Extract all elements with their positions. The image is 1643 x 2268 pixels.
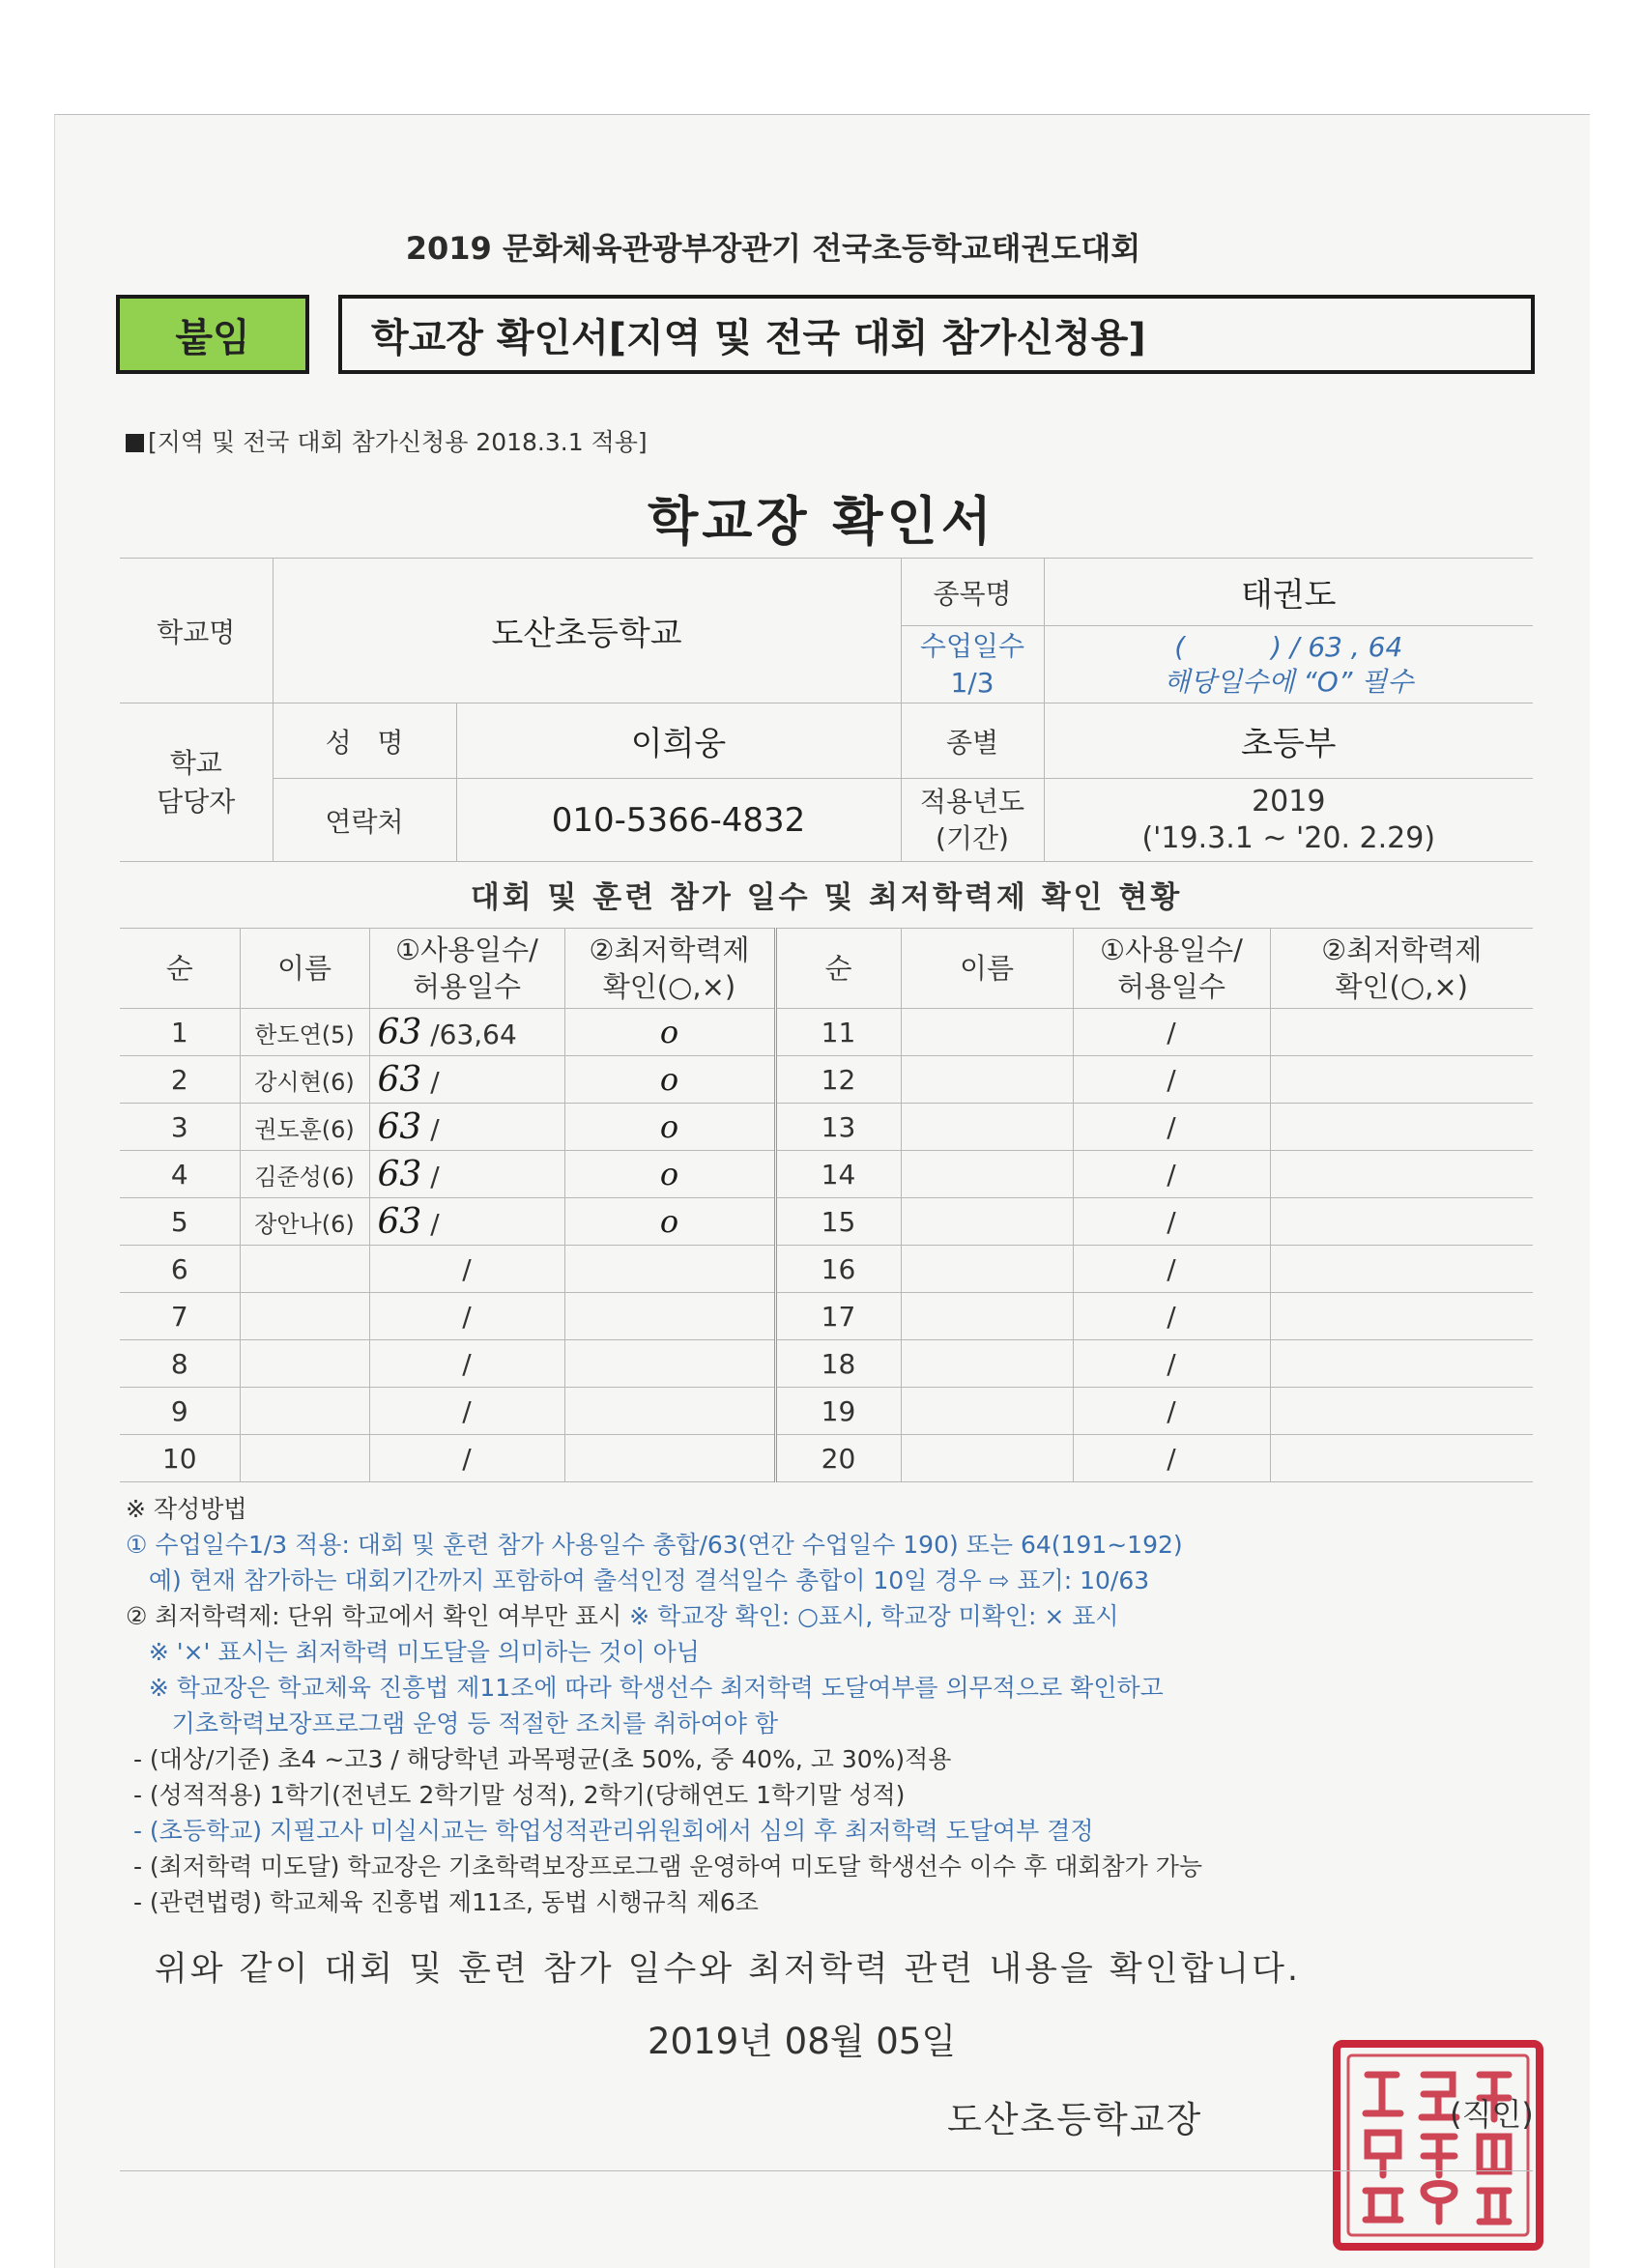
seal-label: (직인) (1450, 2096, 1534, 2133)
used-days (369, 1151, 564, 1198)
header-min-line1: ②최저학력제 (1321, 933, 1483, 966)
student-name (901, 1340, 1073, 1388)
notes-heading: ※ 작성방법 (126, 1495, 247, 1523)
student-name (240, 1246, 369, 1293)
student-name (240, 1340, 369, 1388)
manager-label-line1: 학교 (169, 746, 222, 779)
header-used-days-left (369, 929, 564, 1009)
note-1-line-1: ① 수업일수1/3 적용: 대회 및 훈련 참가 사용일수 총합/63(연간 수업일수 190) 또는 64(191~192) (126, 1531, 1183, 1559)
detail-4: - (최저학력 미도달) 학교장은 기초학력보장프로그램 운영하여 미도달 학생선수 이수 후 대회참가 가능 (126, 1852, 1203, 1880)
row-no: 16 (775, 1246, 901, 1293)
used-days (369, 1056, 564, 1104)
min-achievement-mark: o (659, 1061, 679, 1098)
division-label: 종별 (901, 703, 1044, 779)
min-achievement (564, 1435, 775, 1482)
school-name-value: 도산초등학교 (273, 559, 901, 703)
min-achievement (564, 1388, 775, 1435)
header-min-line2: 확인(○,×) (602, 970, 736, 1003)
row-no: 10 (120, 1435, 240, 1482)
principal-title: 도산초등학교장 (947, 2099, 1203, 2140)
bottom-divider (120, 2170, 1533, 2171)
allowed-days: / (430, 1207, 440, 1240)
student-name: 강시현(6) (240, 1056, 369, 1104)
min-achievement (1270, 1151, 1533, 1198)
student-name: 권도훈(6) (240, 1104, 369, 1151)
min-achievement-mark: o (659, 1203, 679, 1240)
student-name (901, 1151, 1073, 1198)
manager-label-line2: 담당자 (157, 785, 236, 818)
min-achievement (1270, 1198, 1533, 1246)
row-no: 17 (775, 1293, 901, 1340)
class-days-label-line2: 1/3 (950, 666, 994, 699)
student-name (901, 1435, 1073, 1482)
note-2-line-1 (126, 1598, 1537, 1634)
student-name: 장안나(6) (240, 1198, 369, 1246)
detail-3: - (초등학교) 지필고사 미실시교는 학업성적관리위원회에서 심의 후 최저학력 도달여부 결정 (126, 1817, 1094, 1845)
student-name (901, 1388, 1073, 1435)
class-days-value-line2: 해당일수에 “O” 필수 (1164, 665, 1414, 698)
min-achievement (1270, 1246, 1533, 1293)
manager-name-value: 이희웅 (456, 703, 901, 779)
header-used-days-line2: 허용일수 (412, 970, 522, 1003)
table-row (120, 1009, 1533, 1056)
table-row (120, 1104, 1533, 1151)
row-no: 20 (775, 1435, 901, 1482)
manager-label (120, 703, 273, 862)
header-used-days-line1: ①사용일수/ (1100, 933, 1243, 966)
row-no: 7 (120, 1293, 240, 1340)
apply-year-label (901, 779, 1044, 862)
document-title: 학교장 확인서 (648, 491, 995, 552)
table-row (120, 1293, 1533, 1340)
student-name (240, 1435, 369, 1482)
min-achievement (564, 1151, 775, 1198)
used-days-handwritten: 63 (377, 1106, 422, 1147)
student-name (901, 1293, 1073, 1340)
student-name (240, 1388, 369, 1435)
used-days (369, 1009, 564, 1056)
header-name-left: 이름 (240, 929, 369, 1009)
attachment-tag: 붙임 (116, 295, 309, 374)
apply-year-value (1044, 779, 1533, 862)
detail-5: - (관련법령) 학교체육 진흥법 제11조, 동법 시행규칙 제6조 (126, 1888, 759, 1916)
event-title: 2019 문화체육관광부장관기 전국초등학교태권도대회 (405, 230, 1141, 267)
note-1-line-2: 예) 현재 참가하는 대회기간까지 포함하여 출석인정 결석일수 총합이 10일 경우 ⇨ 표기: 10/63 (126, 1566, 1150, 1594)
table-row (120, 1388, 1533, 1435)
allowed-days: / (1073, 1104, 1270, 1151)
min-achievement (1270, 1009, 1533, 1056)
row-no: 18 (775, 1340, 901, 1388)
min-achievement (564, 1246, 775, 1293)
used-days-handwritten: 63 (377, 1201, 422, 1242)
allowed-days: / (1073, 1056, 1270, 1104)
header-min-achievement-left (564, 929, 775, 1009)
allowed-days: / (1073, 1009, 1270, 1056)
min-achievement (1270, 1293, 1533, 1340)
square-bullet-icon (126, 434, 144, 452)
writing-instructions (126, 1491, 1537, 1920)
allowed-days: / (1073, 1340, 1270, 1388)
allowed-days: / (1073, 1435, 1270, 1482)
apply-year-label-line1: 적용년도 (919, 785, 1025, 818)
class-days-label (901, 626, 1044, 703)
header-used-days-line1: ①사용일수/ (395, 933, 538, 966)
table-row (120, 1435, 1533, 1482)
school-info-table (120, 558, 1533, 862)
allowed-days: / (369, 1246, 564, 1293)
note-2-line-2: ※ '×' 표시는 최저학력 미도달을 의미하는 것이 아님 (126, 1638, 700, 1666)
apply-year-label-line2: (기간) (936, 821, 1009, 854)
min-achievement (1270, 1056, 1533, 1104)
allowed-days: / (1073, 1246, 1270, 1293)
table-row (120, 1246, 1533, 1293)
min-achievement-mark: o (659, 1014, 679, 1050)
used-days (369, 1104, 564, 1151)
allowed-days: /63,64 (430, 1018, 517, 1050)
school-name-label: 학교명 (120, 559, 273, 703)
header-used-days-right (1073, 929, 1270, 1009)
allowed-days: / (1073, 1388, 1270, 1435)
participation-caption: 대회 및 훈련 참가 일수 및 최저학력제 확인 현황 (470, 880, 1183, 915)
detail-2: - (성적적용) 1학기(전년도 2학기말 성적), 2학기(당해연도 1학기말 성적) (126, 1781, 906, 1809)
used-days-handwritten: 63 (377, 1012, 422, 1052)
apply-year-value-line1: 2019 (1252, 784, 1326, 818)
allowed-days: / (430, 1112, 440, 1145)
used-days-handwritten: 63 (377, 1059, 422, 1100)
detail-1: - (대상/기준) 초4 ~고3 / 해당학년 과목평균(초 50%, 중 40%, 고 30%)적용 (126, 1745, 952, 1773)
min-achievement (1270, 1388, 1533, 1435)
min-achievement (564, 1104, 775, 1151)
apply-year-value-line2: ('19.3.1 ~ '20. 2.29) (1141, 820, 1436, 855)
min-achievement (564, 1198, 775, 1246)
header-min-line1: ②최저학력제 (589, 933, 750, 966)
note-2-plain: ② 최저학력제: 단위 학교에서 확인 여부만 표시 (126, 1602, 630, 1630)
student-name (901, 1056, 1073, 1104)
allowed-days: / (1073, 1293, 1270, 1340)
version-note (126, 423, 648, 458)
division-value: 초등부 (1044, 703, 1533, 779)
header-no-right: 순 (775, 929, 901, 1009)
row-no: 15 (775, 1198, 901, 1246)
class-days-label-line1: 수업일수 (919, 629, 1025, 662)
used-days-handwritten: 63 (377, 1154, 422, 1194)
participation-table (120, 928, 1533, 1482)
table-row (120, 1198, 1533, 1246)
issue-date: 2019년 08월 05일 (648, 2021, 957, 2062)
sport-value: 태권도 (1044, 559, 1533, 626)
allowed-days: / (430, 1065, 440, 1098)
table-row (120, 1151, 1533, 1198)
table-row (120, 1056, 1533, 1104)
allowed-days: / (1073, 1198, 1270, 1246)
header-min-achievement-right (1270, 929, 1533, 1009)
row-no: 19 (775, 1388, 901, 1435)
student-name (240, 1293, 369, 1340)
confirmation-statement: 위와 같이 대회 및 훈련 참가 일수와 최저학력 관련 내용을 확인합니다. (155, 1950, 1302, 1989)
contact-value: 010-5366-4832 (456, 779, 901, 862)
used-days (369, 1198, 564, 1246)
row-no: 1 (120, 1009, 240, 1056)
min-achievement (564, 1056, 775, 1104)
header-min-line2: 확인(○,×) (1335, 970, 1468, 1003)
row-no: 3 (120, 1104, 240, 1151)
version-note-text: [지역 및 전국 대회 참가신청용 2018.3.1 적용] (148, 428, 648, 456)
row-no: 2 (120, 1056, 240, 1104)
row-no: 11 (775, 1009, 901, 1056)
student-name (901, 1009, 1073, 1056)
min-achievement (1270, 1435, 1533, 1482)
row-no: 13 (775, 1104, 901, 1151)
row-no: 5 (120, 1198, 240, 1246)
contact-label: 연락처 (273, 779, 456, 862)
manager-name-label: 성 명 (273, 703, 456, 779)
class-days-value-line1: ( ) / 63 , 64 (1174, 630, 1403, 663)
row-no: 9 (120, 1388, 240, 1435)
row-no: 8 (120, 1340, 240, 1388)
row-no: 6 (120, 1246, 240, 1293)
student-name (901, 1104, 1073, 1151)
min-achievement-mark: o (659, 1108, 679, 1145)
min-achievement (1270, 1340, 1533, 1388)
note-2-highlight: ※ 학교장 확인: ○표시, 학교장 미확인: × 표시 (629, 1602, 1119, 1630)
row-no: 4 (120, 1151, 240, 1198)
form-title: 학교장 확인서[지역 및 전국 대회 참가신청용] (338, 295, 1535, 374)
row-no: 12 (775, 1056, 901, 1104)
min-achievement (1270, 1104, 1533, 1151)
student-name: 한도연(5) (240, 1009, 369, 1056)
sport-label: 종목명 (901, 559, 1044, 626)
min-achievement (564, 1009, 775, 1056)
allowed-days: / (369, 1435, 564, 1482)
student-name (901, 1198, 1073, 1246)
min-achievement-mark: o (659, 1156, 679, 1192)
allowed-days: / (369, 1293, 564, 1340)
student-name (901, 1246, 1073, 1293)
official-seal-icon (1329, 2036, 1547, 2254)
row-no: 14 (775, 1151, 901, 1198)
note-2-line-3: ※ 학교장은 학교체육 진흥법 제11조에 따라 학생선수 최저학력 도달여부를 의무적으로 확인하고 (126, 1674, 1164, 1702)
allowed-days: / (1073, 1151, 1270, 1198)
note-2-line-4: 기초학력보장프로그램 운영 등 적절한 조치를 취하여야 함 (126, 1709, 778, 1737)
allowed-days: / (369, 1340, 564, 1388)
student-name: 김준성(6) (240, 1151, 369, 1198)
header-used-days-line2: 허용일수 (1116, 970, 1226, 1003)
allowed-days: / (430, 1160, 440, 1192)
header-name-right: 이름 (901, 929, 1073, 1009)
min-achievement (564, 1293, 775, 1340)
table-row (120, 1340, 1533, 1388)
allowed-days: / (369, 1388, 564, 1435)
min-achievement (564, 1340, 775, 1388)
class-days-value (1044, 626, 1533, 703)
header-no-left: 순 (120, 929, 240, 1009)
